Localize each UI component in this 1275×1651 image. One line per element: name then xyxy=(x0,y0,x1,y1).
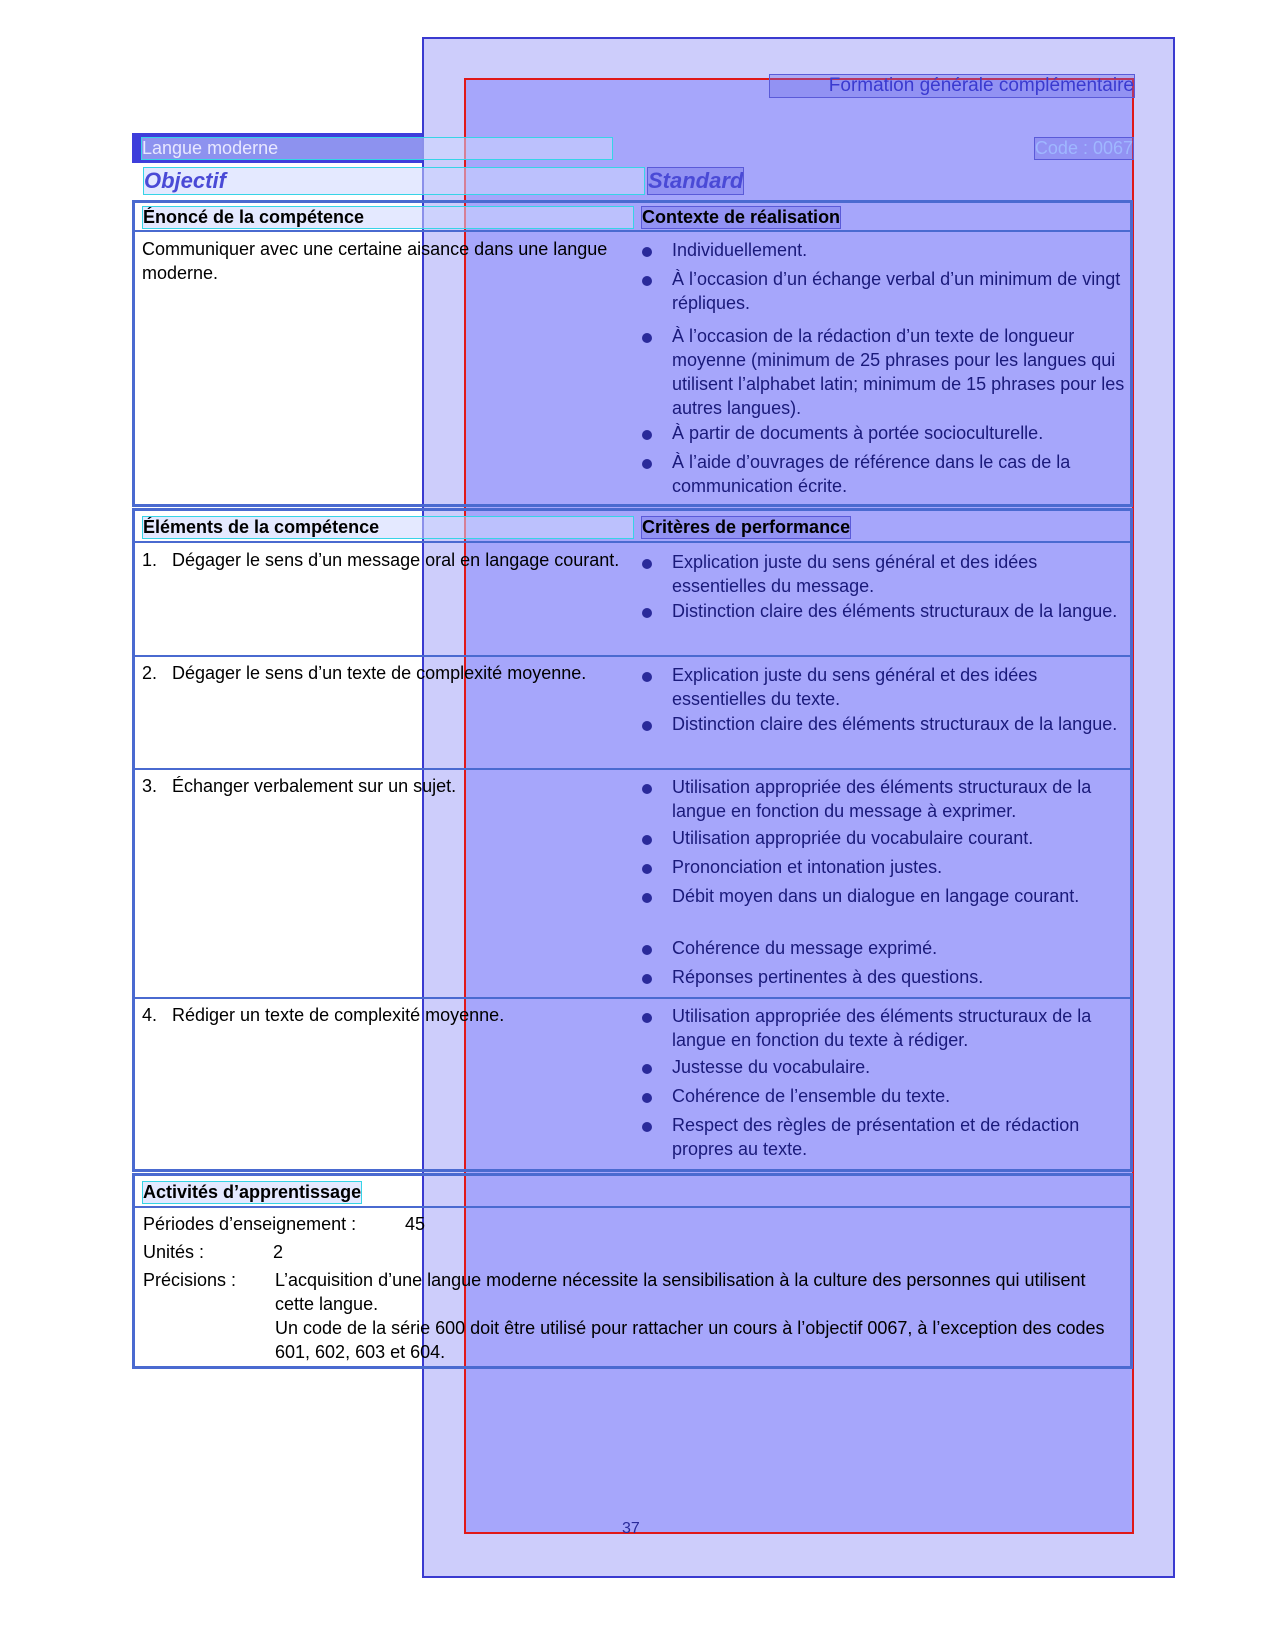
course-code: Code : 0067 xyxy=(1034,138,1133,158)
divider xyxy=(135,1206,1130,1208)
criteria-item: Prononciation et intonation justes. xyxy=(672,857,943,877)
divider xyxy=(135,997,1130,999)
element-item-2 xyxy=(142,661,632,685)
criteria-item: Justesse du vocabulaire. xyxy=(672,1057,871,1077)
bullet-icon xyxy=(642,459,652,469)
element-text: Dégager le sens d’un texte de complexité moyenne. xyxy=(172,663,587,683)
criteria-item: Utilisation appropriée du vocabulaire courant. xyxy=(672,828,1034,848)
divider xyxy=(135,541,1130,543)
bullet-icon xyxy=(642,608,652,618)
list-item: À l’occasion de la rédaction d’un texte de longueur moyenne (minimum de 25 phrases pour les langues qui utilisent l’alphabet latin; minimum de 15 phrases pour les autres langues). xyxy=(672,326,1125,418)
periods-value: 45 xyxy=(405,1214,426,1234)
criteria-item: Distinction claire des éléments structuraux de la langue. xyxy=(672,601,1118,621)
bullet-icon xyxy=(642,893,652,903)
precisions-text-2: Un code de la série 600 doit être utilisé pour rattacher un cours à l’objectif 0067, à l’exception des codes 601, 602, 603 et 604. xyxy=(275,1318,1105,1362)
bullet-icon xyxy=(642,333,652,343)
criteria-item: Utilisation appropriée des éléments structuraux de la langue en fonction du message à exprimer. xyxy=(672,777,1092,821)
criteria-item: Explication juste du sens général et des idées essentielles du message. xyxy=(672,552,1038,596)
list-item: Individuellement. xyxy=(672,240,808,260)
divider xyxy=(135,655,1130,657)
element-number: 3. xyxy=(142,776,158,796)
criteria-item: Respect des règles de présentation et de rédaction propres au texte. xyxy=(672,1115,1080,1159)
program-header: Formation générale complémentaire xyxy=(770,75,1134,97)
criteria-item: Débit moyen dans un dialogue en langage courant. xyxy=(672,886,1080,906)
element-item-3 xyxy=(142,774,632,798)
competence-statement: Communiquer avec une certaine aisance dans une langue moderne. xyxy=(142,239,608,283)
element-number: 2. xyxy=(142,663,158,683)
criteria-item: Utilisation appropriée des éléments structuraux de la langue en fonction du texte à rédiger. xyxy=(672,1006,1092,1050)
criteria-item: Réponses pertinentes à des questions. xyxy=(672,967,984,987)
bullet-icon xyxy=(642,974,652,984)
criteria-item: Cohérence de l’ensemble du texte. xyxy=(672,1086,951,1106)
bullet-icon xyxy=(642,721,652,731)
periods-label: Périodes d’enseignement : xyxy=(143,1214,357,1234)
context-heading: Contexte de réalisation xyxy=(642,207,841,227)
element-item-1 xyxy=(142,548,632,572)
units-label: Unités : xyxy=(143,1242,205,1262)
bullet-icon xyxy=(642,1013,652,1023)
subject-title: Langue moderne xyxy=(142,138,612,159)
bullet-icon xyxy=(642,864,652,874)
criteria-item: Distinction claire des éléments structuraux de la langue. xyxy=(672,714,1118,734)
element-text: Échanger verbalement sur un sujet. xyxy=(172,776,457,796)
element-item-4 xyxy=(142,1003,632,1027)
element-number: 1. xyxy=(142,550,158,570)
standard-label: Standard xyxy=(648,168,744,193)
element-number: 4. xyxy=(142,1005,158,1025)
bullet-icon xyxy=(642,1093,652,1103)
activities-heading: Activités d’apprentissage xyxy=(143,1182,362,1202)
units-value: 2 xyxy=(273,1242,284,1262)
element-text: Dégager le sens d’un message oral en langage courant. xyxy=(172,550,620,570)
list-item: À l’occasion d’un échange verbal d’un minimum de vingt répliques. xyxy=(672,269,1121,313)
divider xyxy=(135,230,1130,232)
criteria-heading: Critères de performance xyxy=(642,517,851,537)
bullet-icon xyxy=(642,1064,652,1074)
criteria-item: Explication juste du sens général et des idées essentielles du texte. xyxy=(672,665,1038,709)
bullet-icon xyxy=(642,1122,652,1132)
criteria-item: Cohérence du message exprimé. xyxy=(672,938,938,958)
precisions-text-1: L’acquisition d’une langue moderne nécessite la sensibilisation à la culture des personnes qui utilisent cette langue. xyxy=(275,1270,1086,1314)
bullet-icon xyxy=(642,784,652,794)
bullet-icon xyxy=(642,945,652,955)
bullet-icon xyxy=(642,672,652,682)
bullet-icon xyxy=(642,835,652,845)
bullet-icon xyxy=(642,276,652,286)
elements-heading: Éléments de la compétence xyxy=(143,517,633,538)
objectif-label: Objectif xyxy=(144,168,644,194)
list-item: À partir de documents à portée socioculturelle. xyxy=(672,423,1044,443)
element-text: Rédiger un texte de complexité moyenne. xyxy=(172,1005,505,1025)
competence-heading: Énoncé de la compétence xyxy=(143,207,633,228)
bullet-icon xyxy=(642,559,652,569)
bullet-icon xyxy=(642,430,652,440)
page-number: 37 xyxy=(622,1520,640,1537)
list-item: À l’aide d’ouvrages de référence dans le cas de la communication écrite. xyxy=(672,452,1071,496)
precisions-label: Précisions : xyxy=(143,1270,237,1290)
bullet-icon xyxy=(642,247,652,257)
divider xyxy=(135,768,1130,770)
